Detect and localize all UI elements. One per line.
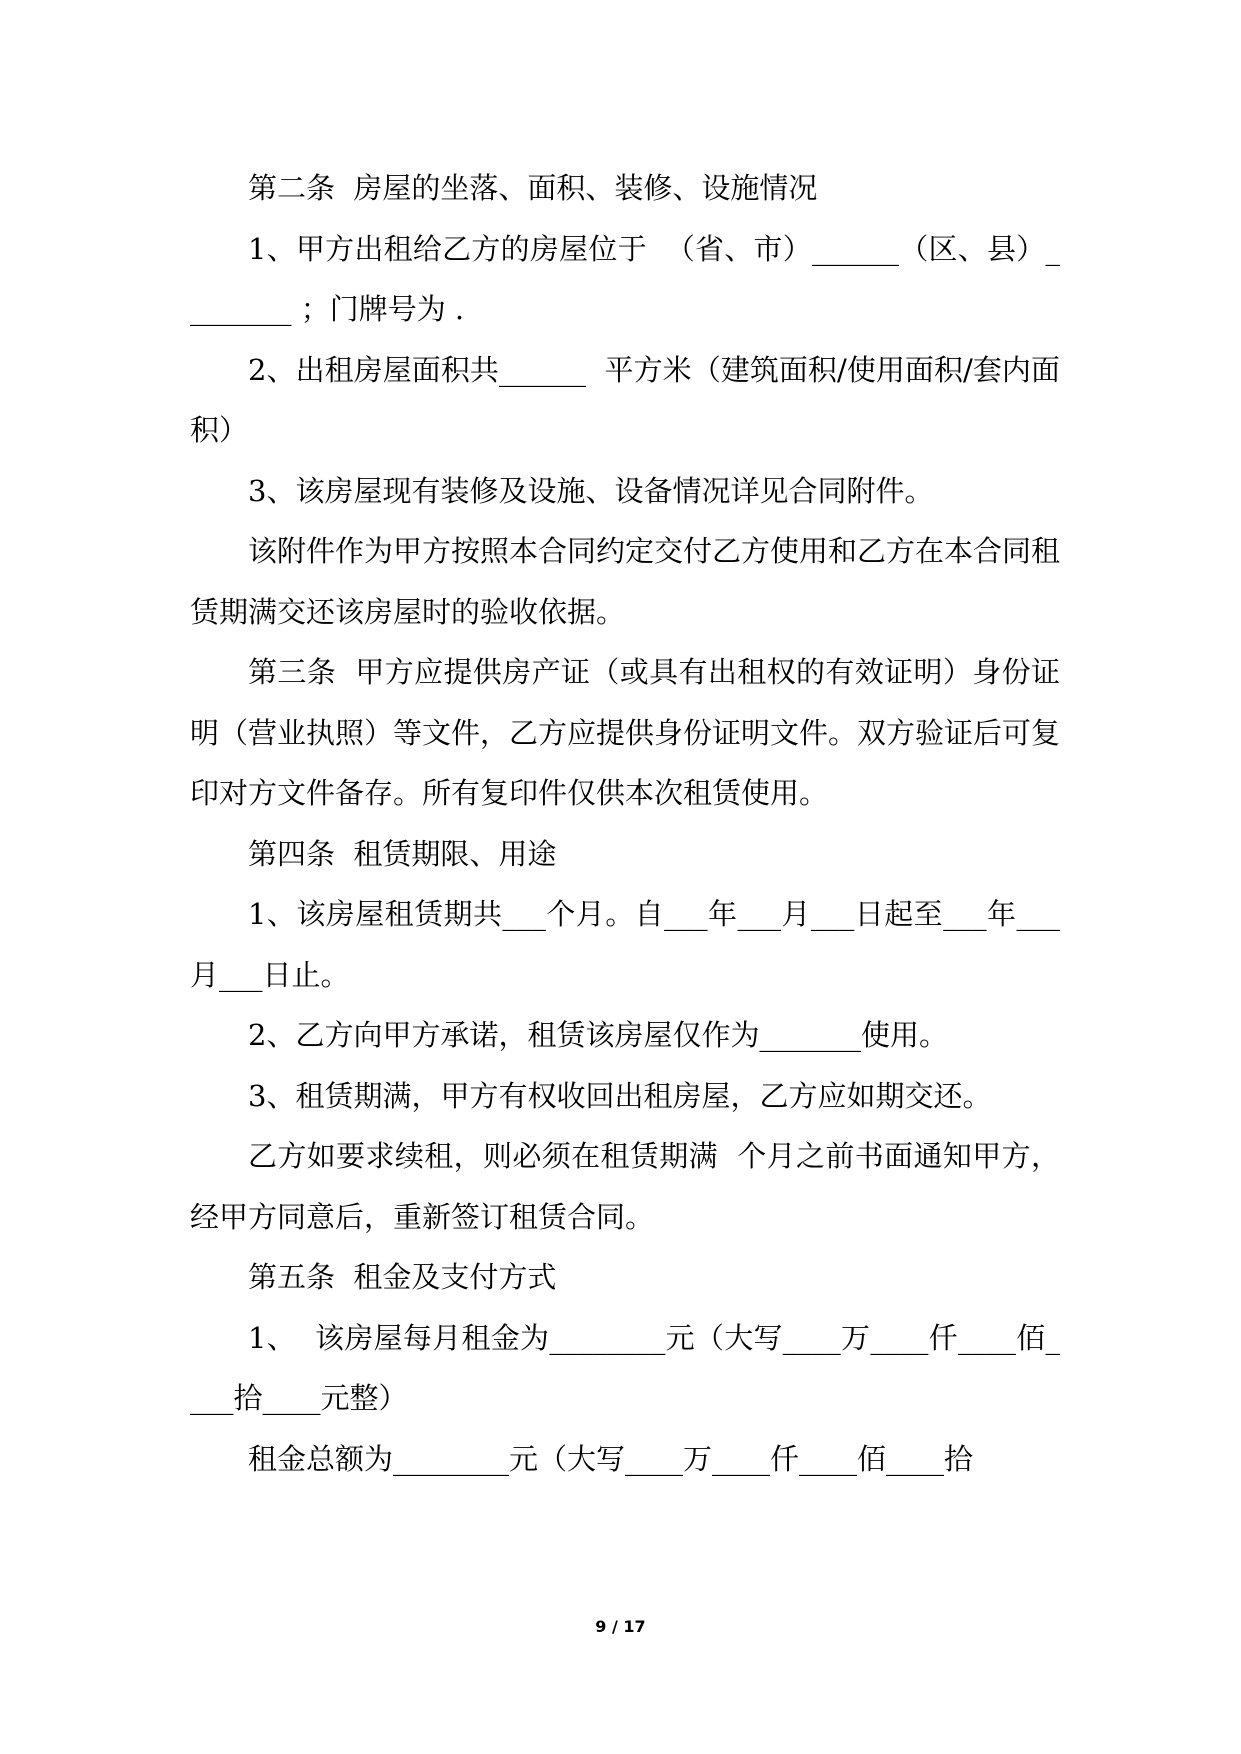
article-5-total-rent: 租金总额为________元（大写____万____仟____佰____拾 bbox=[248, 1441, 974, 1476]
document-body bbox=[190, 158, 1060, 1489]
article-5-item-1-monthly-rent: 1、 该房屋每月租金为________元（大写____万____仟____佰____拾____元整） bbox=[190, 1320, 1060, 1415]
article-4-item-2-use: 2、乙方向甲方承诺，租赁该房屋仅作为_______使用。 bbox=[248, 1018, 948, 1052]
article-2-item-1-location: 1、甲方出租给乙方的房屋位于 （省、市）______（区、县）________ ；门牌号为 . bbox=[190, 231, 1060, 326]
article-2-item-3-fixtures: 3、该房屋现有装修及设施、设备情况详见合同附件。 bbox=[248, 473, 934, 508]
article-2-heading: 第二条 房屋的坐落、面积、装修、设施情况 bbox=[248, 171, 818, 205]
page-number: 9 / 17 bbox=[595, 1617, 646, 1636]
article-5-heading: 第五条 租金及支付方式 bbox=[248, 1260, 557, 1294]
article-4-renewal-note: 乙方如要求续租，则必须在租赁期满 个月之前书面通知甲方，经甲方同意后，重新签订租赁合同。 bbox=[190, 1139, 1060, 1234]
article-3-documents: 第三条 甲方应提供房产证（或具有出租权的有效证明）身份证明（营业执照）等文件，乙方应提供身份证明文件。双方验证后可复印对方文件备存。所有复印件仅供本次租赁使用。 bbox=[190, 655, 1061, 810]
article-4-item-3-return: 3、租赁期满，甲方有权收回出租房屋，乙方应如期交还。 bbox=[248, 1078, 992, 1113]
article-2-attachment-note: 该附件作为甲方按照本合同约定交付乙方使用和乙方在本合同租赁期满交还该房屋时的验收依据。 bbox=[190, 534, 1061, 629]
article-4-item-1-term: 1、该房屋租赁期共___个月。自___年___月___日起至___年___月___日止。 bbox=[190, 897, 1060, 992]
article-4-heading: 第四条 租赁期限、用途 bbox=[248, 836, 557, 871]
article-2-item-2-area: 2、出租房屋面积共______ 平方米（建筑面积/使用面积/套内面积） bbox=[190, 352, 1060, 447]
